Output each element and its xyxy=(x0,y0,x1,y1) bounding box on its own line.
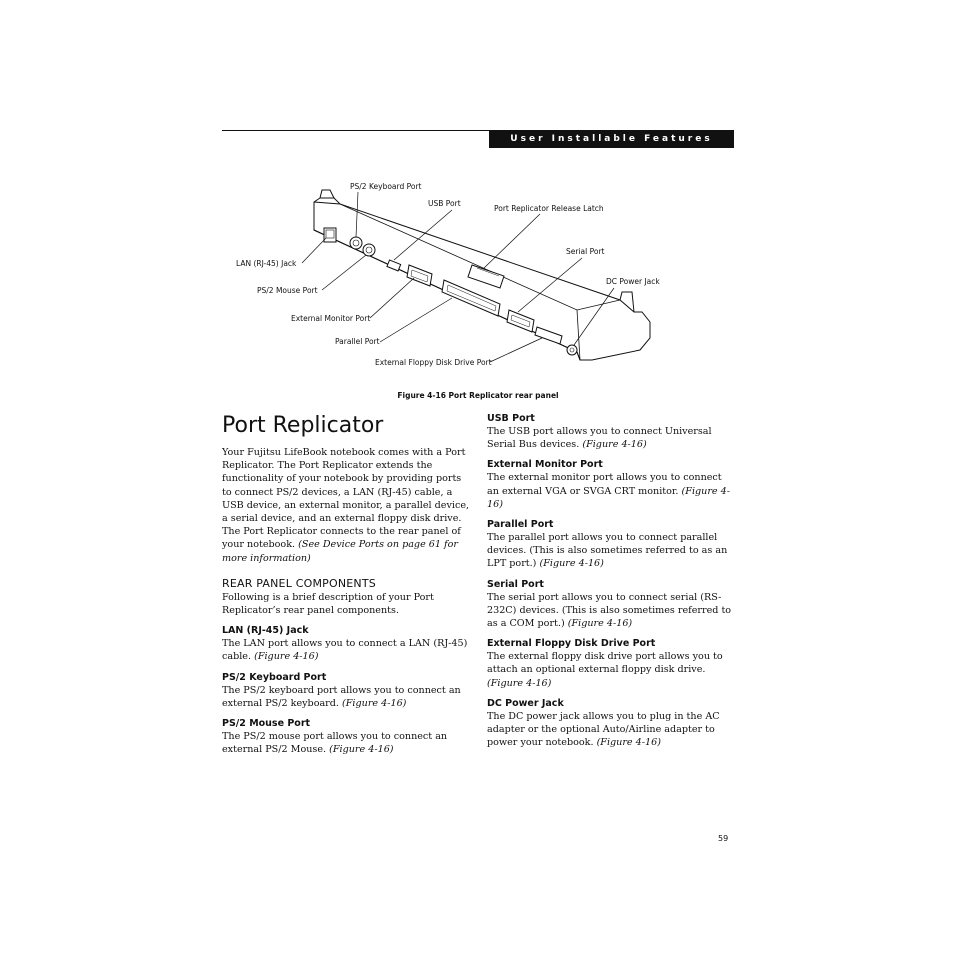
callout-external-monitor: External Monitor Port xyxy=(291,314,371,323)
external-monitor-text: The external monitor port allows you to connect an external VGA or SVGA CRT monitor. (Figure 4-16) xyxy=(487,472,730,510)
ps2-mouse-heading: PS/2 Mouse Port xyxy=(222,718,311,730)
intro-paragraph: Your Fujitsu LifeBook notebook comes with a Port Replicator. The Port Replicator extends the functionality of your notebook by providing ports to connect PS/2 devices, a LAN (RJ-45) cable, a USB device, an external monitor, a parallel device, a serial device, and an external floppy disk drive. The Port Replicator connects to the rear panel of your notebook. (See Device Ports on page 61 for more information) xyxy=(222,447,470,564)
section-header: User Installable Features xyxy=(489,130,734,148)
floppy-text: The external floppy disk drive port allows you to attach an optional external floppy disk drive. (Figure 4-16) xyxy=(487,651,723,689)
page-number: 59 xyxy=(718,834,729,843)
left-column xyxy=(222,413,470,756)
callout-usb: USB Port xyxy=(428,199,461,208)
lan-heading: LAN (RJ-45) Jack xyxy=(222,625,309,637)
page-title: Port Replicator xyxy=(222,413,384,438)
rear-panel-heading: REAR PANEL COMPONENTS xyxy=(222,576,376,590)
port-replicator-figure xyxy=(222,170,734,380)
ps2-keyboard-text: The PS/2 keyboard port allows you to connect an external PS/2 keyboard. (Figure 4-16) xyxy=(222,684,461,709)
serial-heading: Serial Port xyxy=(487,578,544,590)
ps2-mouse-text: The PS/2 mouse port allows you to connect an external PS/2 Mouse. (Figure 4-16) xyxy=(222,731,448,756)
callout-release-latch: Port Replicator Release Latch xyxy=(494,204,604,213)
callout-lan: LAN (RJ-45) Jack xyxy=(236,259,297,268)
parallel-heading: Parallel Port xyxy=(487,519,554,531)
callout-ps2-keyboard: PS/2 Keyboard Port xyxy=(350,182,422,191)
callout-parallel: Parallel Port xyxy=(335,337,380,346)
right-column xyxy=(487,413,735,749)
callout-dc-power: DC Power Jack xyxy=(606,277,660,286)
rear-panel-intro: Following is a brief description of your Port Replicator’s rear panel components. xyxy=(222,591,434,617)
parallel-text: The parallel port allows you to connect parallel devices. (This is also sometimes referred to as an LPT port.) (Figure 4-16) xyxy=(487,532,728,570)
callout-serial: Serial Port xyxy=(566,247,605,256)
floppy-heading: External Floppy Disk Drive Port xyxy=(487,638,656,650)
port-replicator-illustration xyxy=(222,170,734,380)
figure-caption: Figure 4-16 Port Replicator rear panel xyxy=(397,391,559,400)
header-rule xyxy=(222,130,489,131)
usb-heading: USB Port xyxy=(487,413,535,424)
dc-power-heading: DC Power Jack xyxy=(487,697,564,709)
callout-ps2-mouse: PS/2 Mouse Port xyxy=(257,286,318,295)
usb-text: The USB port allows you to connect Universal Serial Bus devices. (Figure 4-16) xyxy=(487,426,712,451)
lan-text: The LAN port allows you to connect a LAN (RJ-45) cable. (Figure 4-16) xyxy=(222,638,468,663)
intro-reference: (See Device Ports on page 61 for more information) xyxy=(222,539,458,564)
dc-power-text: The DC power jack allows you to plug in the AC adapter or the optional Auto/Airline adapter to power your notebook. (Figure 4-16) xyxy=(487,710,720,749)
ps2-keyboard-heading: PS/2 Keyboard Port xyxy=(222,671,327,683)
callout-floppy: External Floppy Disk Drive Port xyxy=(375,358,492,367)
serial-text: The serial port allows you to connect serial (RS-232C) devices. (This is also sometimes referred to as a COM port.) (Figure 4-16) xyxy=(487,591,732,630)
external-monitor-heading: External Monitor Port xyxy=(487,459,603,471)
